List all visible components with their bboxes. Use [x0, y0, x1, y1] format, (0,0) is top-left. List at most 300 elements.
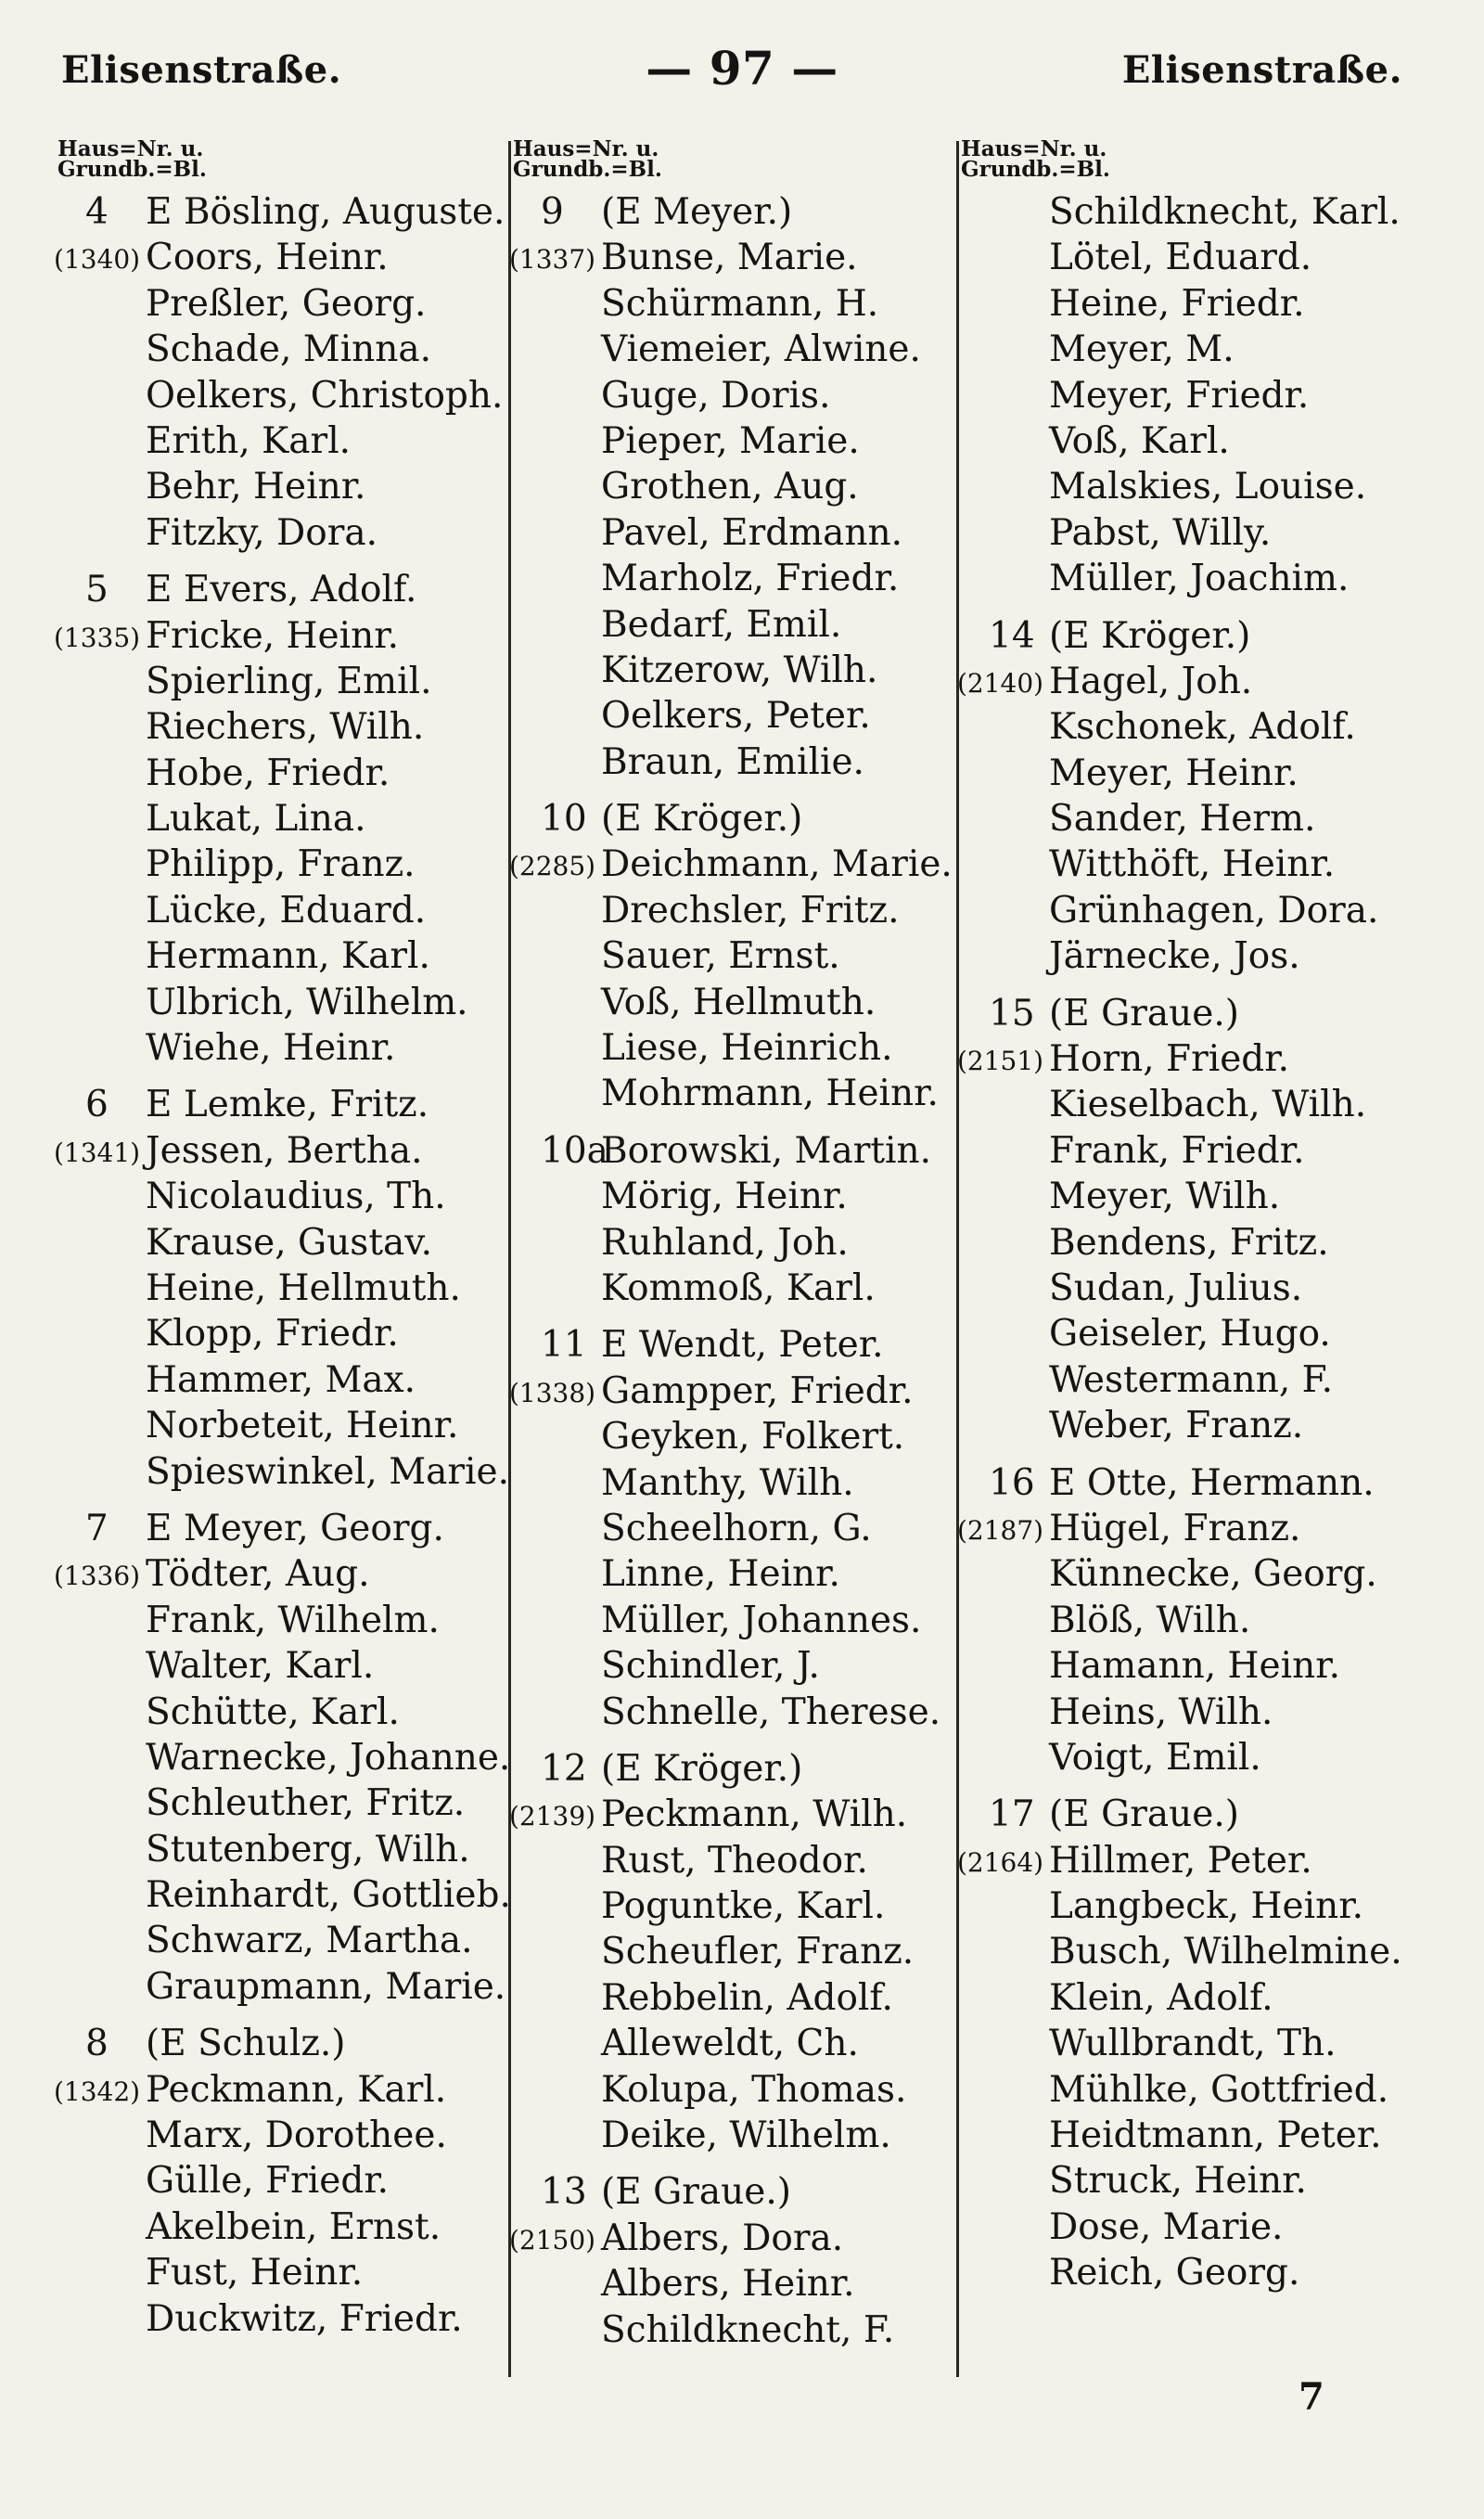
directory-entry — [961, 1735, 1443, 1780]
house-number — [513, 935, 541, 977]
resident-name: Kschonek, Adolf. — [1049, 706, 1356, 749]
entry-lead — [58, 1643, 146, 1689]
house-number — [513, 604, 541, 646]
entry-lead — [58, 888, 146, 933]
resident-name: Lukat, Lina. — [146, 798, 366, 841]
house-number — [58, 1829, 85, 1870]
house-number — [513, 1222, 541, 1264]
entry-lead — [58, 2021, 146, 2066]
column-3 — [957, 136, 1443, 2394]
land-register-number: (2139) — [509, 1801, 596, 1832]
entry-lead — [961, 1883, 1049, 1929]
directory-entry — [58, 1964, 512, 2010]
house-number: 15 — [989, 992, 1035, 1035]
house-number — [58, 1405, 85, 1446]
entry-lead — [961, 613, 1049, 659]
house-number — [58, 512, 85, 554]
entry-lead — [513, 888, 601, 933]
house-number — [961, 706, 989, 748]
directory-entry — [513, 1071, 956, 1116]
entry-lead — [513, 189, 601, 235]
entry-lead — [961, 373, 1049, 418]
resident-name: Langbeck, Heinr. — [1049, 1885, 1363, 1928]
directory-entry — [961, 510, 1443, 556]
directory-entry — [961, 235, 1443, 280]
resident-name: Fitzky, Dora. — [146, 511, 378, 554]
directory-entry — [54, 1551, 512, 1597]
entry-lead — [513, 1746, 601, 1792]
directory-entry — [513, 1975, 956, 2021]
entry-lead — [957, 1838, 1049, 1883]
house-number — [58, 2298, 85, 2340]
resident-name: Schildknecht, Karl. — [1049, 191, 1401, 233]
resident-name: Bunse, Marie. — [601, 237, 858, 279]
entry-lead — [961, 1598, 1049, 1643]
directory-entry — [513, 1929, 956, 1974]
resident-name: Wullbrandt, Th. — [1049, 2023, 1337, 2065]
entry-lead — [961, 2204, 1049, 2250]
directory-entry — [513, 888, 956, 933]
house-number — [513, 741, 541, 783]
resident-list — [54, 189, 512, 2342]
directory-entry — [58, 1643, 512, 1689]
directory-entry — [513, 1598, 956, 1643]
resident-name: Westermann, F. — [1049, 1358, 1334, 1401]
house-number — [58, 375, 85, 417]
directory-entry — [513, 933, 956, 979]
resident-name: Preßler, Georg. — [146, 282, 427, 325]
house-number: 8 — [85, 2023, 109, 2065]
entry-lead — [961, 1403, 1049, 1448]
resident-name: Riechers, Wilh. — [146, 706, 425, 749]
entry-lead — [961, 1929, 1049, 1974]
column-header-line2: Grundb.=Bl. — [961, 157, 1110, 182]
directory-entry — [58, 751, 512, 796]
directory-entry — [58, 2113, 512, 2158]
entry-lead — [961, 556, 1049, 601]
entry-lead — [58, 1220, 146, 1266]
house-number — [513, 1176, 541, 1217]
house-number — [58, 2160, 85, 2202]
directory-entry — [58, 2296, 512, 2342]
resident-name: Liese, Heinrich. — [601, 1027, 893, 1070]
entry-lead — [961, 2021, 1049, 2066]
entry-lead — [513, 1838, 601, 1883]
house-number — [58, 798, 85, 840]
entry-lead — [58, 1174, 146, 1219]
house-number — [961, 1130, 989, 1172]
entry-lead — [513, 739, 601, 785]
resident-name: Spierling, Emil. — [146, 660, 432, 702]
directory-entry — [961, 1266, 1443, 1311]
resident-list — [957, 189, 1443, 2296]
directory-entry — [58, 933, 512, 979]
entry-lead — [961, 1643, 1049, 1689]
entry-lead — [58, 1506, 146, 1551]
directory-entry — [957, 1036, 1443, 1082]
entry-lead — [58, 2113, 146, 2158]
entry-lead — [58, 189, 146, 235]
house-number — [58, 661, 85, 702]
house-number — [513, 2023, 541, 2064]
house-number — [513, 1645, 541, 1687]
house-number — [961, 1691, 989, 1733]
entry-lead — [513, 418, 601, 464]
resident-name: Pieper, Marie. — [601, 419, 860, 462]
column-header — [961, 136, 1443, 189]
directory-entry — [58, 510, 512, 556]
directory-entry — [961, 1174, 1443, 1219]
directory-entry — [58, 2250, 512, 2295]
house-number — [961, 512, 989, 554]
house-number: 13 — [541, 2171, 587, 2214]
entry-lead — [961, 751, 1049, 796]
directory-entry — [513, 2261, 956, 2307]
directory-entry — [513, 2307, 956, 2353]
resident-name: Peckmann, Wilh. — [601, 1793, 908, 1836]
entry-lead — [961, 1551, 1049, 1597]
directory-entry — [961, 751, 1443, 796]
house-number — [513, 2263, 541, 2305]
directory-entry — [509, 1792, 956, 1837]
directory-entry — [509, 1369, 956, 1414]
house-number — [961, 237, 989, 278]
column-header-line1: Haus=Nr. u. — [961, 136, 1107, 161]
directory-entry — [961, 1311, 1443, 1356]
directory-entry — [961, 933, 1443, 979]
directory-entry — [961, 1792, 1443, 1837]
directory-entry — [58, 567, 512, 612]
directory-entry — [961, 327, 1443, 372]
column-rule — [956, 141, 959, 2377]
directory-entry — [58, 1780, 512, 1826]
resident-name: Schade, Minna. — [146, 328, 432, 371]
resident-name: Hermann, Karl. — [146, 935, 430, 978]
column-header-line1: Haus=Nr. u. — [58, 136, 204, 161]
directory-entry — [961, 2021, 1443, 2066]
resident-name: Voß, Karl. — [1049, 419, 1230, 462]
house-number — [513, 283, 541, 325]
resident-name: Frank, Wilhelm. — [146, 1599, 440, 1641]
directory-entry — [513, 796, 956, 842]
resident-name: Witthöft, Heinr. — [1049, 843, 1336, 886]
entry-lead — [58, 2204, 146, 2250]
house-number — [961, 1553, 989, 1595]
resident-name: (E Meyer.) — [601, 191, 793, 233]
entry-lead — [509, 1792, 601, 1837]
entry-lead — [58, 704, 146, 750]
directory-entry — [961, 189, 1443, 235]
house-number — [58, 1874, 85, 1916]
house-number — [961, 2160, 989, 2202]
column-header — [513, 136, 956, 189]
directory-entry — [58, 2158, 512, 2204]
house-number — [513, 890, 541, 932]
land-register-number: (1336) — [54, 1561, 141, 1592]
directory-entry — [58, 1174, 512, 1219]
directory-entry — [513, 1220, 956, 1266]
house-number — [513, 695, 541, 737]
house-number — [513, 328, 541, 370]
entry-lead — [54, 235, 146, 280]
resident-name: Borowski, Martin. — [601, 1129, 932, 1172]
house-number — [58, 1267, 85, 1309]
resident-name: Müller, Johannes. — [601, 1599, 922, 1641]
house-number — [58, 328, 85, 370]
resident-name: Gampper, Friedr. — [601, 1369, 914, 1412]
land-register-number: (2285) — [509, 851, 596, 882]
resident-name: Heine, Friedr. — [1049, 282, 1305, 325]
resident-name: Heine, Hellmuth. — [146, 1266, 461, 1309]
house-number — [58, 1737, 85, 1779]
directory-entry — [961, 281, 1443, 327]
entry-lead — [961, 704, 1049, 750]
column-1 — [54, 136, 512, 2394]
directory-entry — [961, 613, 1443, 659]
resident-name: Klopp, Friedr. — [146, 1313, 399, 1356]
house-number: 16 — [989, 1461, 1035, 1504]
house-number — [961, 466, 989, 508]
entry-lead — [513, 1690, 601, 1735]
resident-name: Meyer, Friedr. — [1049, 374, 1310, 417]
house-number — [961, 1931, 989, 1973]
resident-name: Sudan, Julius. — [1049, 1266, 1303, 1309]
directory-entry — [513, 1838, 956, 1883]
house-number — [513, 2069, 541, 2111]
entry-lead — [58, 1598, 146, 1643]
resident-name: Mörig, Heinr. — [601, 1176, 848, 1218]
resident-name: Krause, Gustav. — [146, 1221, 433, 1264]
entry-lead — [58, 327, 146, 372]
entry-lead — [961, 1690, 1049, 1735]
entry-lead — [961, 2067, 1049, 2113]
resident-name: (E Kröger.) — [601, 1747, 803, 1790]
entry-lead — [961, 1975, 1049, 2021]
resident-name: Pabst, Willy. — [1049, 511, 1272, 554]
resident-name: Sauer, Ernst. — [601, 935, 840, 978]
directory-entry — [58, 1220, 512, 1266]
house-number — [961, 798, 989, 840]
resident-name: Lötel, Eduard. — [1049, 237, 1312, 279]
directory-entry — [58, 1735, 512, 1780]
directory-entry — [961, 1690, 1443, 1735]
land-register-number: (1338) — [509, 1377, 596, 1408]
resident-name: Viemeier, Alwine. — [601, 328, 921, 371]
resident-name: (E Graue.) — [1049, 992, 1239, 1035]
entry-lead — [58, 1918, 146, 1963]
resident-name: Deike, Wilhelm. — [601, 2114, 891, 2157]
directory-entry — [961, 888, 1443, 933]
directory-entry — [961, 1883, 1443, 1929]
house-number — [58, 283, 85, 325]
house-number — [513, 1027, 541, 1069]
house-number — [961, 1405, 989, 1446]
house-number — [58, 1313, 85, 1355]
resident-name: Braun, Emilie. — [601, 740, 864, 783]
resident-name: E Otte, Hermann. — [1049, 1461, 1375, 1504]
directory-entry — [513, 189, 956, 235]
resident-name: Oelkers, Christoph. — [146, 374, 504, 417]
entry-lead — [513, 1929, 601, 1974]
house-number — [58, 1027, 85, 1069]
entry-lead — [961, 418, 1049, 464]
house-number — [58, 1359, 85, 1401]
entry-lead — [58, 567, 146, 612]
land-register-number: (2187) — [957, 1514, 1044, 1546]
directory-entry — [58, 418, 512, 464]
resident-name: Linne, Heinr. — [601, 1553, 840, 1596]
resident-name: Drechsler, Fritz. — [601, 889, 900, 932]
resident-name: Marholz, Friedr. — [601, 558, 900, 600]
resident-name: Hobe, Friedr. — [146, 752, 390, 794]
entry-lead — [54, 2067, 146, 2113]
house-number — [961, 1359, 989, 1401]
resident-name: Bedarf, Emil. — [601, 603, 842, 646]
resident-name: Oelkers, Peter. — [601, 695, 871, 738]
entry-lead — [54, 1551, 146, 1597]
entry-lead — [58, 373, 146, 418]
resident-name: Kommoß, Karl. — [601, 1266, 876, 1309]
resident-name: Albers, Dora. — [601, 2217, 844, 2259]
resident-name: Guge, Doris. — [601, 374, 831, 417]
house-number — [58, 1920, 85, 1961]
entry-lead — [513, 2021, 601, 2066]
directory-entry — [58, 704, 512, 750]
resident-name: E Wendt, Peter. — [601, 1324, 884, 1367]
house-number — [961, 1645, 989, 1687]
resident-name: Grothen, Aug. — [601, 466, 859, 508]
resident-name: Voigt, Emil. — [1049, 1736, 1261, 1779]
house-number — [513, 2309, 541, 2351]
directory-entry — [513, 2113, 956, 2158]
house-number — [961, 375, 989, 417]
house-number — [513, 982, 541, 1023]
entry-lead — [957, 1506, 1049, 1551]
resident-name: E Meyer, Georg. — [146, 1507, 444, 1549]
resident-name: Meyer, Wilh. — [1049, 1176, 1281, 1218]
entry-lead — [513, 693, 601, 739]
entry-lead — [961, 2113, 1049, 2158]
entry-lead — [513, 1883, 601, 1929]
directory-entry — [961, 796, 1443, 842]
resident-name: Dose, Marie. — [1049, 2205, 1284, 2248]
house-number — [58, 935, 85, 977]
entry-lead — [961, 1311, 1049, 1356]
house-number: 12 — [541, 1747, 587, 1790]
entry-lead — [513, 1643, 601, 1689]
resident-name: Schindler, J. — [601, 1645, 820, 1688]
entry-lead — [957, 659, 1049, 704]
entry-lead — [54, 613, 146, 659]
directory-entry — [513, 2067, 956, 2113]
directory-entry — [58, 888, 512, 933]
entry-lead — [961, 2158, 1049, 2204]
house-number — [961, 191, 989, 233]
house-number — [961, 328, 989, 370]
directory-entry — [513, 602, 956, 648]
house-number — [961, 890, 989, 932]
directory-entry — [513, 327, 956, 372]
directory-entry — [961, 1357, 1443, 1403]
entry-lead — [513, 1266, 601, 1311]
directory-entry — [513, 1690, 956, 1735]
house-number — [513, 1508, 541, 1549]
house-number — [961, 1600, 989, 1641]
directory-entry — [509, 235, 956, 280]
directory-entry — [58, 796, 512, 842]
resident-name: Schildknecht, F. — [601, 2308, 895, 2351]
resident-list — [509, 189, 956, 2353]
house-number — [961, 2069, 989, 2111]
directory-entry — [513, 2169, 956, 2215]
resident-name: Meyer, Heinr. — [1049, 752, 1298, 794]
house-number — [513, 1691, 541, 1733]
directory-entry — [58, 1827, 512, 1872]
house-number — [961, 1176, 989, 1217]
directory-entry — [961, 1128, 1443, 1174]
directory-entry — [513, 1414, 956, 1459]
resident-name: (E Schulz.) — [146, 2023, 346, 2065]
directory-entry — [54, 2067, 512, 2113]
entry-lead — [513, 1551, 601, 1597]
resident-name: Akelbein, Ernst. — [146, 2205, 441, 2248]
directory-entry — [957, 659, 1443, 704]
house-number — [58, 2206, 85, 2248]
entry-lead — [961, 1357, 1049, 1403]
resident-name: Norbeteit, Heinr. — [146, 1405, 459, 1447]
entry-lead — [58, 1403, 146, 1448]
house-number — [961, 1313, 989, 1355]
directory-entry — [961, 464, 1443, 509]
entry-lead — [58, 2250, 146, 2295]
resident-name: Scheelhorn, G. — [601, 1507, 872, 1549]
entry-lead — [58, 980, 146, 1025]
resident-name: Marx, Dorothee. — [146, 2114, 447, 2157]
resident-name: Schürmann, H. — [601, 282, 879, 325]
house-number — [58, 2252, 85, 2294]
entry-lead — [961, 235, 1049, 280]
directory-entry — [513, 281, 956, 327]
house-number — [513, 512, 541, 554]
entry-lead — [513, 373, 601, 418]
resident-name: Sander, Herm. — [1049, 798, 1316, 841]
entry-lead — [513, 1506, 601, 1551]
entry-lead — [961, 510, 1049, 556]
resident-name: Klein, Adolf. — [1049, 1976, 1273, 2019]
directory-entry — [961, 1082, 1443, 1127]
resident-name: Lücke, Eduard. — [146, 889, 427, 932]
resident-name: Künnecke, Georg. — [1049, 1553, 1377, 1596]
entry-lead — [513, 281, 601, 327]
resident-name: Walter, Karl. — [146, 1645, 375, 1688]
directory-entry — [513, 693, 956, 739]
resident-name: Deichmann, Marie. — [601, 843, 953, 886]
house-number — [58, 1966, 85, 2008]
directory-entry — [58, 281, 512, 327]
entry-lead — [58, 2296, 146, 2342]
house-number — [58, 706, 85, 748]
house-number — [58, 1645, 85, 1687]
directory-entry — [961, 2250, 1443, 2295]
house-number — [961, 1885, 989, 1927]
entry-lead — [58, 1311, 146, 1356]
house-number: 10 — [541, 798, 587, 841]
resident-name: Gülle, Friedr. — [146, 2160, 390, 2203]
land-register-number: (1337) — [509, 244, 596, 276]
house-number: 7 — [85, 1507, 109, 1549]
directory-entry — [513, 464, 956, 509]
resident-name: E Bösling, Auguste. — [146, 191, 505, 233]
